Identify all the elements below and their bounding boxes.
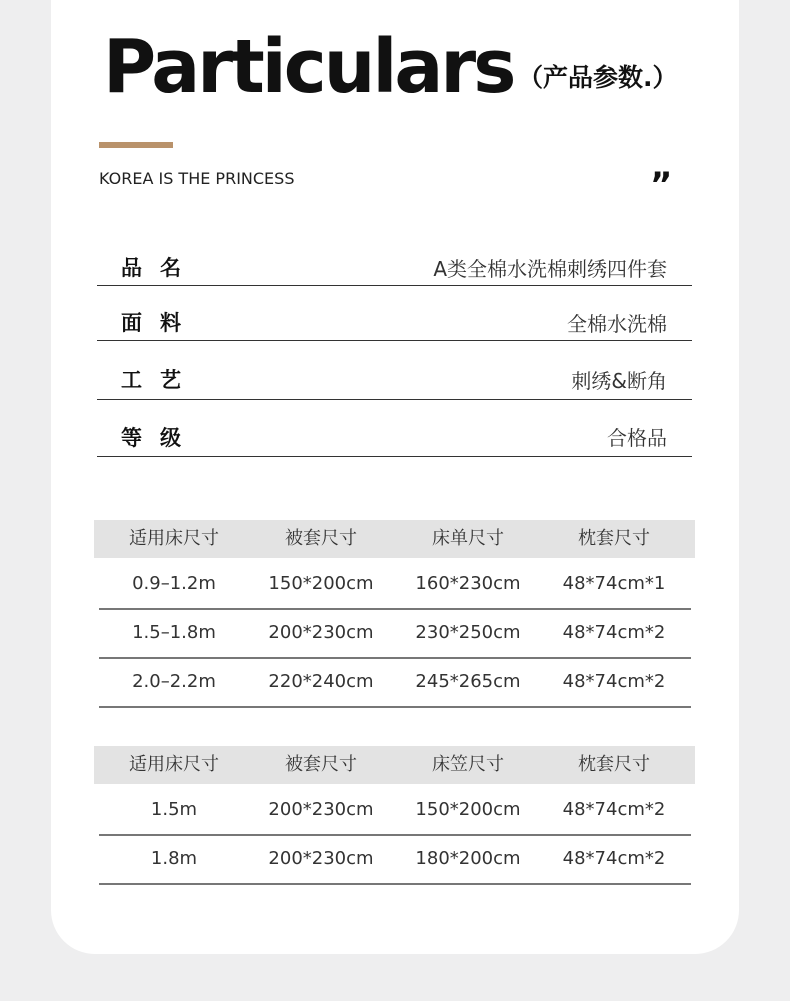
column-header: 适用床尺寸	[129, 754, 219, 775]
column-header: 枕套尺寸	[578, 754, 650, 775]
accent-bar	[99, 142, 173, 148]
table-cell: 48*74cm*2	[562, 799, 666, 820]
spec-value: A类全棉水洗棉刺绣四件套	[433, 257, 667, 281]
table-cell: 220*240cm	[268, 671, 374, 692]
quote-icon: ”	[650, 165, 673, 205]
table-cell: 180*200cm	[415, 848, 521, 869]
table-cell: 150*200cm	[268, 573, 374, 594]
table-row	[99, 658, 691, 708]
table-cell: 48*74cm*2	[562, 622, 666, 643]
table-cell: 200*230cm	[268, 622, 374, 643]
table-cell: 1.5–1.8m	[132, 622, 216, 643]
table-cell: 48*74cm*1	[562, 573, 666, 594]
column-header: 适用床尺寸	[129, 528, 219, 549]
spec-value: 全棉水洗棉	[567, 312, 667, 336]
spec-row-name	[97, 248, 692, 286]
spec-label: 面料	[121, 311, 199, 335]
column-header: 被套尺寸	[285, 528, 357, 549]
table-cell: 0.9–1.2m	[132, 573, 216, 594]
table-cell: 245*265cm	[415, 671, 521, 692]
table-cell: 160*230cm	[415, 573, 521, 594]
table-cell: 1.8m	[150, 848, 198, 869]
table-cell: 48*74cm*2	[562, 671, 666, 692]
column-header: 床单尺寸	[432, 528, 504, 549]
spec-row-grade	[97, 400, 692, 457]
table-cell: 1.5m	[150, 799, 198, 820]
table-cell: 150*200cm	[415, 799, 521, 820]
table-cell: 200*230cm	[268, 799, 374, 820]
table-cell: 230*250cm	[415, 622, 521, 643]
spec-label: 工艺	[121, 368, 199, 392]
table-cell: 200*230cm	[268, 848, 374, 869]
size-table-sheet	[94, 520, 695, 710]
table-cell: 2.0–2.2m	[132, 671, 216, 692]
table-cell: 48*74cm*2	[562, 848, 666, 869]
spec-row-fabric	[97, 286, 692, 341]
table-row	[99, 835, 691, 885]
spec-label: 等级	[121, 426, 199, 450]
table-row	[99, 609, 691, 659]
spec-value: 刺绣&断角	[571, 369, 667, 393]
spec-row-craft	[97, 341, 692, 400]
page-title: Particulars	[103, 24, 514, 110]
spec-value: 合格品	[607, 426, 667, 450]
table-header	[94, 746, 695, 784]
table-header	[94, 520, 695, 558]
column-header: 枕套尺寸	[578, 528, 650, 549]
table-row	[99, 786, 691, 836]
spec-label: 品名	[121, 256, 199, 280]
page-subtitle: （产品参数.）	[518, 63, 678, 92]
table-row	[99, 560, 691, 610]
size-table-fitted	[94, 746, 695, 886]
column-header: 被套尺寸	[285, 754, 357, 775]
column-header: 床笠尺寸	[432, 754, 504, 775]
tagline: KOREA IS THE PRINCESS	[99, 169, 295, 188]
